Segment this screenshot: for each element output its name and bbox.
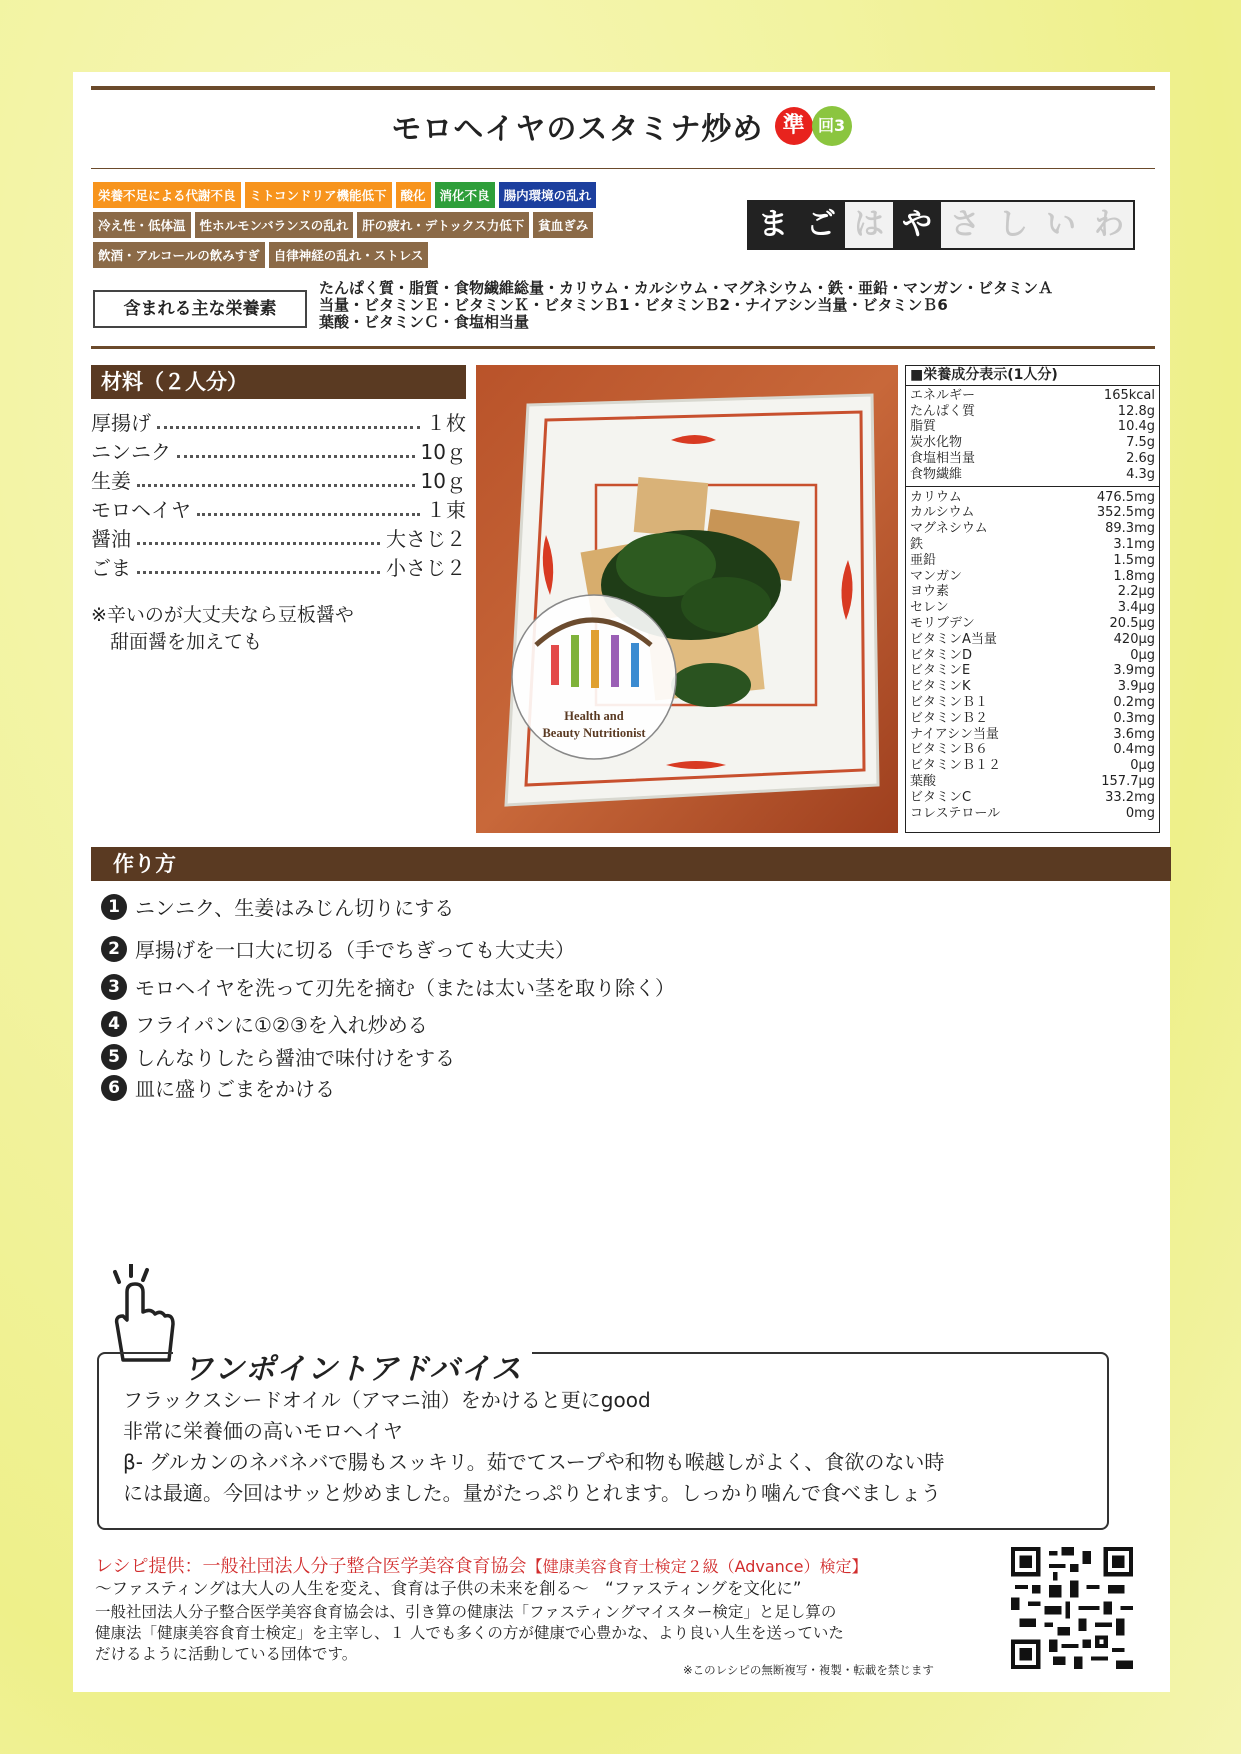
symptom-tags xyxy=(93,182,713,272)
nutrition-row xyxy=(910,727,1155,743)
nutrition-row xyxy=(910,648,1155,664)
nutrient-value: 89.3mg xyxy=(1105,521,1155,537)
nutrient-name: 食塩相当量 xyxy=(910,450,976,466)
advice-line: β- グルカンのネバネバで腸もスッキリ。茹でてスープや和物も喉越しがよく、食欲のない時 xyxy=(123,1450,945,1474)
dish-photo xyxy=(476,365,898,833)
step-text: フライパンに①②③を入れ炒める xyxy=(135,1013,428,1037)
symptom-tag: 消化不良 xyxy=(435,182,495,208)
nutrient-value: 3.9μg xyxy=(1117,679,1155,695)
method-step xyxy=(101,972,675,1001)
method-step xyxy=(101,1009,428,1038)
nutrient-name: モリブデン xyxy=(910,615,975,631)
step-text: 厚揚げを一口大に切る（手でちぎっても大丈夫） xyxy=(135,938,575,962)
nutrition-row xyxy=(910,419,1155,435)
credit-org: レシピ提供：一般社団法人分子整合医学美容食育協会 xyxy=(95,1556,527,1577)
nutrient-value: 0μg xyxy=(1130,647,1155,663)
nutrient-value: 20.5μg xyxy=(1109,615,1155,631)
note-line: 甜面醤を加えても xyxy=(91,631,263,653)
leader-dots xyxy=(137,553,380,574)
note-line: ※辛いのが大丈夫なら豆板醤や xyxy=(91,604,354,626)
nutrient-value: 165kcal xyxy=(1103,387,1155,403)
nutrient-name: ヨウ素 xyxy=(910,584,950,600)
kai-badge: 回3 xyxy=(812,106,852,146)
step-text: しんなりしたら醤油で味付けをする xyxy=(135,1046,455,1070)
nutrient-name: ビタミンA当量 xyxy=(910,631,997,647)
method-heading: 作り方 xyxy=(91,847,1171,881)
nutrition-row xyxy=(910,711,1155,727)
nutrient-name: ビタミンE xyxy=(910,663,971,679)
recipe-title: モロヘイヤのスタミナ炒め xyxy=(391,112,764,147)
nutrition-row xyxy=(910,404,1155,420)
nutrient-name: ビタミンC xyxy=(910,789,972,805)
nutrition-table-heading: ■栄養成分表示(1人分) xyxy=(906,368,1159,386)
nutrient-name: エネルギー xyxy=(910,387,976,403)
footer-slogan: ～ファスティングは大人の人生を変え、食育は子供の未来を創る～ “ファスティングを文化に” xyxy=(95,1579,802,1598)
symptom-tag: 自律神経の乱れ・ストレス xyxy=(269,242,429,268)
mago-cell: い xyxy=(1037,202,1085,248)
ingredient-name: モロヘイヤ xyxy=(91,498,191,522)
nutrient-value: 0μg xyxy=(1130,758,1155,774)
nutrient-name: ナイアシン当量 xyxy=(910,726,999,742)
leader-dots xyxy=(137,466,415,487)
nutrient-value: 2.2μg xyxy=(1117,584,1155,600)
ingredient-row xyxy=(91,408,466,438)
materials-heading: 材料（２人分） xyxy=(91,365,466,399)
ingredient-amount: 大さじ２ xyxy=(386,527,466,551)
advice-line: には最適。今回はサッと炒めました。量がたっぷりとれます。しっかり噛んで食べましょう xyxy=(123,1481,941,1505)
nutrition-group-macro xyxy=(910,388,1155,483)
title-rule xyxy=(91,168,1155,169)
recipe-credit xyxy=(95,1552,867,1578)
nutrient-name: マンガン xyxy=(910,568,963,584)
step-number: 6 xyxy=(101,1075,127,1101)
copyright-note: ※このレシピの無断複写・複製・転載を禁じます xyxy=(683,1663,934,1677)
symptom-tag: ミトコンドリア機能低下 xyxy=(245,182,392,208)
step-number: 1 xyxy=(101,894,127,920)
nutrient-value: 0.4mg xyxy=(1113,742,1155,758)
nutrient-name: ビタミンＢ６ xyxy=(910,742,989,758)
ingredient-row xyxy=(91,524,466,554)
nutrition-row xyxy=(910,537,1155,553)
step-number: 4 xyxy=(101,1011,127,1037)
qr-code-icon[interactable] xyxy=(1011,1547,1133,1669)
nutrient-value: 1.5mg xyxy=(1113,552,1155,568)
nutrition-row xyxy=(910,388,1155,404)
advice-line: 非常に栄養価の高いモロヘイヤ xyxy=(123,1419,403,1443)
nutrient-value: 0mg xyxy=(1125,805,1155,821)
ingredient-row xyxy=(91,437,466,467)
nutrients-line: 当量・ビタミンＥ・ビタミンＫ・ビタミンＢ1・ビタミンＢ2・ナイアシン当量・ビタミンＢ6 xyxy=(319,296,948,314)
ingredient-amount: １束 xyxy=(426,498,466,522)
footer-line: 一般社団法人分子整合医学美容食育協会は、引き算の健康法「ファスティングマイスター検定」と足し算の xyxy=(95,1603,837,1621)
nutrition-row xyxy=(910,467,1155,483)
nutrient-name: ビタミンＢ１２ xyxy=(910,758,1002,774)
ingredient-name: 醤油 xyxy=(91,527,131,551)
nutrient-name: セレン xyxy=(910,600,949,616)
nutrient-value: 157.7μg xyxy=(1101,773,1155,789)
method-step xyxy=(101,892,454,921)
nutrient-value: 1.8mg xyxy=(1113,568,1155,584)
nutrient-value: 0.3mg xyxy=(1113,710,1155,726)
step-text: モロヘイヤを洗って刃先を摘む（または太い茎を取り除く） xyxy=(135,976,675,1000)
symptom-tag: 酸化 xyxy=(396,182,431,208)
symptom-tag: 飲酒・アルコールの飲みすぎ xyxy=(93,242,265,268)
leader-dots xyxy=(137,524,380,545)
ingredient-amount: 小さじ２ xyxy=(386,556,466,580)
nutrition-row xyxy=(910,632,1155,648)
ingredient-row xyxy=(91,466,466,496)
nutrition-table xyxy=(905,365,1160,833)
nutrition-row xyxy=(910,584,1155,600)
title-area xyxy=(73,104,1170,160)
nutrient-value: 4.3g xyxy=(1126,466,1155,482)
nutrition-row xyxy=(910,505,1155,521)
nutrition-row xyxy=(910,600,1155,616)
nutrient-value: 7.5g xyxy=(1126,435,1155,451)
nutrient-value: 3.4μg xyxy=(1117,600,1155,616)
nutrient-name: ビタミンD xyxy=(910,647,973,663)
ingredient-row xyxy=(91,553,466,583)
symptom-tag: 冷え性・低体温 xyxy=(93,212,191,238)
step-number: 2 xyxy=(101,936,127,962)
nutrition-row xyxy=(910,490,1155,506)
materials-note xyxy=(91,602,466,656)
footer-line: 健康法「健康美容食育士検定」を主宰し、１ 人でも多くの方が健康で心豊かな、より良い人生を送っていた xyxy=(95,1624,844,1642)
ingredient-amount: 10ｇ xyxy=(420,440,466,464)
nutrition-row xyxy=(910,695,1155,711)
leader-dots xyxy=(177,437,415,458)
nutrient-name: 炭水化物 xyxy=(910,435,963,451)
pointing-hand-icon xyxy=(103,1264,183,1364)
nutrients-line: たんぱく質・脂質・食物繊維総量・カリウム・カルシウム・マグネシウム・鉄・亜鉛・マンガン・ビタミンＡ xyxy=(319,279,1054,297)
nutrition-row xyxy=(910,806,1155,822)
nutrition-row xyxy=(910,616,1155,632)
leader-dots xyxy=(157,408,420,429)
nutrient-name: マグネシウム xyxy=(910,521,988,537)
nutrient-value: 3.1mg xyxy=(1113,536,1155,552)
nutrient-value: 3.9mg xyxy=(1113,663,1155,679)
tag-row xyxy=(93,182,713,208)
nutrient-name: コレステロール xyxy=(910,805,1001,821)
magohayasashiiwa-grid xyxy=(747,200,1135,250)
nutrition-row xyxy=(910,774,1155,790)
nutrient-value: 352.5mg xyxy=(1096,505,1155,521)
nutrition-separator xyxy=(906,486,1159,487)
ingredient-row xyxy=(91,495,466,525)
nutrient-name: 葉酸 xyxy=(910,773,937,789)
tag-row xyxy=(93,242,713,268)
ingredient-amount: 10ｇ xyxy=(420,469,466,493)
nutrient-name: カリウム xyxy=(910,489,962,505)
nutrients-text xyxy=(319,280,1159,331)
advice-title: ワンポイントアドバイス xyxy=(173,1344,532,1388)
nutrient-value: 33.2mg xyxy=(1105,789,1155,805)
nutrient-name: 食物繊維 xyxy=(910,466,963,482)
nutrient-value: 12.8g xyxy=(1117,403,1155,419)
ingredient-name: 厚揚げ xyxy=(91,411,151,435)
nutrient-value: 0.2mg xyxy=(1113,694,1155,710)
method-step xyxy=(101,1042,455,1071)
leader-dots xyxy=(197,495,420,516)
method-step xyxy=(101,1073,335,1102)
nutrition-row xyxy=(910,758,1155,774)
nutrition-row xyxy=(910,553,1155,569)
symptom-tag: 腸内環境の乱れ xyxy=(499,182,597,208)
mago-cell: さ xyxy=(941,202,989,248)
credit-exam: 【健康美容食育士検定２級（Advance）検定】 xyxy=(526,1557,868,1576)
nutrients-line: 葉酸・ビタミンＣ・食塩相当量 xyxy=(319,313,530,331)
nutrient-value: 420μg xyxy=(1113,631,1155,647)
method-step xyxy=(101,934,575,963)
step-text: 皿に盛りごまをかける xyxy=(135,1077,335,1101)
step-number: 3 xyxy=(101,974,127,1000)
symptom-tag: 性ホルモンバランスの乱れ xyxy=(195,212,354,238)
footer-line: だけるように活動している団体です。 xyxy=(95,1645,358,1663)
nutrient-name: ビタミンＢ１ xyxy=(910,694,989,710)
nutrient-name: 脂質 xyxy=(910,419,937,435)
dish-photo-svg xyxy=(476,365,898,833)
nutrition-row xyxy=(910,451,1155,467)
section-rule xyxy=(91,346,1155,349)
logo-line1: Health and xyxy=(564,709,624,723)
mago-cell: ご xyxy=(797,202,845,248)
nutrition-row xyxy=(910,569,1155,585)
nutrition-row xyxy=(910,790,1155,806)
mago-cell: し xyxy=(989,202,1037,248)
ingredient-name: ごま xyxy=(91,556,131,580)
advice-line: フラックスシードオイル（アマニ油）をかけると更にgood xyxy=(123,1388,651,1412)
symptom-tag: 栄養不足による代謝不良 xyxy=(93,182,241,208)
recipe-card xyxy=(73,72,1170,1692)
nutrient-name: カルシウム xyxy=(910,505,975,521)
nutrient-name: たんぱく質 xyxy=(910,403,976,419)
nutrition-row xyxy=(910,742,1155,758)
mago-cell: わ xyxy=(1085,202,1133,248)
nutrition-group-micro xyxy=(910,490,1155,822)
nutrients-label: 含まれる主な栄養素 xyxy=(93,290,307,328)
top-rule xyxy=(91,86,1155,90)
nutrition-row xyxy=(910,679,1155,695)
nutrition-row xyxy=(910,435,1155,451)
jun-badge: 準 xyxy=(775,107,813,145)
nutrient-name: 鉄 xyxy=(910,536,924,552)
nutrient-name: ビタミンK xyxy=(910,679,971,695)
nutrition-row xyxy=(910,663,1155,679)
nutrient-value: 476.5mg xyxy=(1096,489,1155,505)
ingredient-amount: １枚 xyxy=(426,411,466,435)
mago-cell: は xyxy=(845,202,893,248)
nutrition-row xyxy=(910,521,1155,537)
nutrient-value: 10.4g xyxy=(1117,419,1155,435)
nutrient-name: 亜鉛 xyxy=(910,552,937,568)
symptom-tag: 肝の疲れ・デトックス力低下 xyxy=(357,212,529,238)
step-number: 5 xyxy=(101,1044,127,1070)
logo-line2: Beauty Nutritionist xyxy=(542,726,646,740)
tag-row xyxy=(93,212,713,238)
nutrient-value: 3.6mg xyxy=(1113,726,1155,742)
nutrient-value: 2.6g xyxy=(1126,450,1155,466)
symptom-tag: 貧血ぎみ xyxy=(533,212,593,238)
step-text: ニンニク、生姜はみじん切りにする xyxy=(135,896,455,920)
mago-cell: や xyxy=(893,202,941,248)
mago-cell: ま xyxy=(749,202,797,248)
nutrient-name: ビタミンＢ２ xyxy=(910,710,989,726)
ingredient-name: 生姜 xyxy=(91,469,131,493)
ingredient-name: ニンニク xyxy=(91,440,171,464)
